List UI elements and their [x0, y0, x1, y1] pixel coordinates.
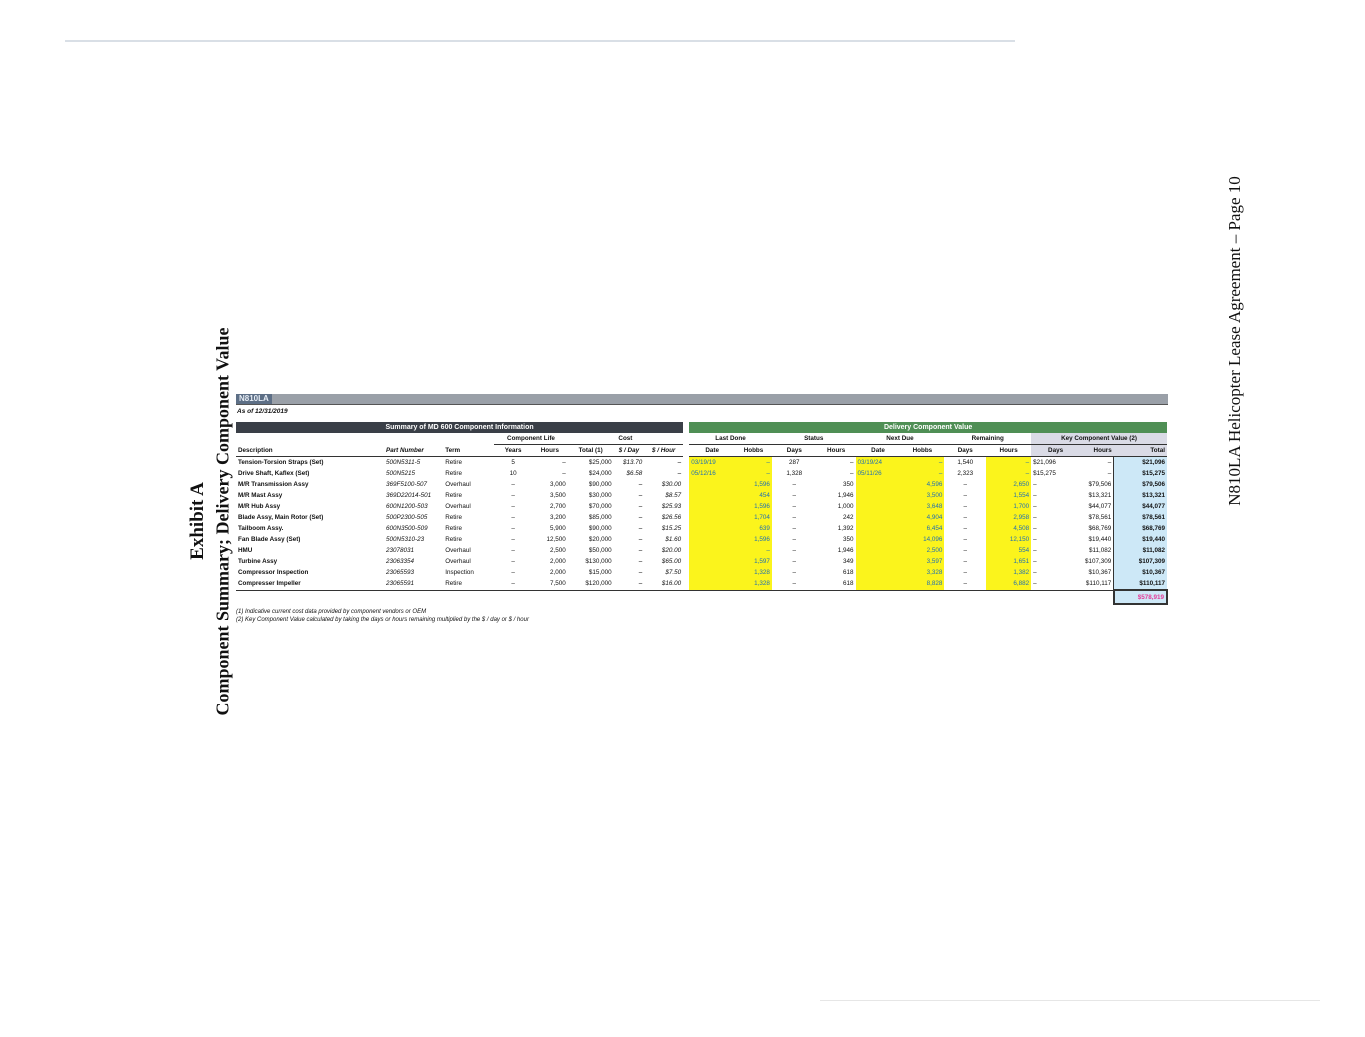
col-hours: Hours: [532, 445, 568, 457]
cell-remaining-hours: 1,382: [986, 567, 1031, 578]
cell-next-due-date: [856, 490, 901, 501]
col-per-hour: $ / Hour: [644, 445, 683, 457]
cell-part-number: 500P2300-505: [386, 514, 428, 521]
cell-cost-per-day: –: [638, 580, 643, 588]
cell-cost-per-hour: $25.93: [661, 503, 682, 510]
cell-term: Inspection: [445, 569, 474, 576]
col-remaining-days: Days: [944, 445, 986, 457]
exhibit-title: Exhibit A: [187, 482, 208, 560]
cell-status-days: –: [792, 514, 797, 521]
cell-part-number: 600N3500-509: [386, 525, 428, 532]
cell-years: –: [511, 525, 515, 532]
cell-next-due-date: [856, 523, 901, 534]
cell-key-total: $110,117: [1114, 578, 1167, 590]
cell-remaining-hours: 2,958: [986, 512, 1031, 523]
cell-last-done-hobbs: –: [735, 545, 772, 556]
cell-status-days: 1,328: [786, 470, 803, 477]
cell-status-hours: 1,392: [837, 525, 854, 532]
cell-key-days: –: [1033, 525, 1037, 532]
cell-last-done-date: [689, 479, 735, 490]
cell-description: Compresser Impeller: [238, 580, 301, 588]
cell-remaining-hours: 12,150: [986, 534, 1031, 545]
cell-next-due-date: [856, 501, 901, 512]
cell-status-hours: 350: [843, 536, 854, 543]
cell-total-cost: $90,000: [588, 525, 612, 532]
cell-remaining-hours: 2,650: [986, 479, 1031, 490]
cell-part-number: 369F5100-507: [386, 481, 427, 488]
col-key-hours: Hours: [1080, 445, 1114, 457]
col-total: Total (1): [568, 445, 614, 457]
cell-last-done-date: 03/19/19: [689, 457, 735, 469]
cell-last-done-hobbs: 639: [735, 523, 772, 534]
col-last-done-hobbs: Hobbs: [735, 445, 772, 457]
cell-status-hours: 1,946: [837, 492, 854, 499]
cell-next-due-date: [856, 556, 901, 567]
group-status: Status: [772, 433, 856, 445]
cell-term: Retire: [445, 525, 462, 532]
cell-term: Retire: [445, 536, 462, 543]
cell-total-cost: $70,000: [588, 503, 612, 510]
table-row: [236, 457, 1167, 469]
cell-status-days: –: [792, 536, 797, 543]
cell-next-due-hobbs: 6,454: [900, 523, 944, 534]
col-per-day: $ / Day: [614, 445, 645, 457]
cell-next-due-date: [856, 578, 901, 590]
cell-next-due-hobbs: 3,648: [900, 501, 944, 512]
cell-key-days: –: [1033, 492, 1037, 499]
cell-next-due-hobbs: 3,328: [900, 567, 944, 578]
cell-status-hours: –: [850, 459, 854, 466]
cell-key-hours: $10,367: [1088, 569, 1112, 576]
cell-cost-per-day: –: [638, 481, 643, 488]
cell-last-done-date: 05/12/16: [689, 468, 735, 479]
col-key-days: Days: [1031, 445, 1080, 457]
as-of-date: As of 12/31/2019: [237, 408, 288, 415]
cell-status-hours: –: [850, 470, 854, 477]
tail-number: N810LA: [236, 394, 272, 404]
cell-key-hours: $107,309: [1084, 558, 1112, 565]
cell-description: Fan Blade Assy (Set): [238, 536, 301, 543]
cell-cost-per-day: –: [638, 536, 643, 543]
cell-key-hours: –: [1107, 470, 1112, 477]
col-next-due-date: Date: [856, 445, 901, 457]
cell-cost-per-day: –: [638, 558, 643, 565]
col-status-days: Days: [772, 445, 817, 457]
cell-next-due-date: [856, 545, 901, 556]
tail-number-bar: [236, 394, 1168, 405]
column-header-row: [236, 445, 1167, 457]
cell-cost-per-hour: $26.56: [661, 514, 682, 521]
table-row: [236, 578, 1167, 590]
cell-description: Blade Assy, Main Rotor (Set): [238, 514, 324, 521]
cell-status-hours: 1,946: [837, 547, 854, 554]
cell-cost-per-day: –: [638, 569, 643, 576]
cell-years: 10: [509, 470, 517, 477]
cell-key-days: –: [1033, 547, 1037, 554]
cell-key-days: –: [1033, 569, 1037, 576]
cell-cost-per-hour: $8.57: [665, 492, 682, 499]
table-row: [236, 545, 1167, 556]
cell-remaining-hours: 1,554: [986, 490, 1031, 501]
cell-key-hours: $13,321: [1088, 492, 1112, 499]
cell-hours: 5,900: [549, 525, 566, 532]
cell-key-total: $19,440: [1114, 534, 1167, 545]
cell-years: –: [511, 481, 515, 488]
footnote-2: (2) Key Component Value calculated by taking the days or hours remaining multiplied by the $ / day or $ / hour: [236, 617, 529, 623]
cell-next-due-date: 03/19/24: [856, 457, 901, 469]
cell-part-number: 500N5310-23: [386, 536, 425, 543]
cell-remaining-days: –: [963, 580, 968, 588]
cell-part-number: 23065593: [386, 569, 415, 576]
cell-description: Tailboom Assy.: [238, 525, 284, 532]
grand-total: $578,919: [1114, 590, 1167, 604]
cell-key-hours: –: [1107, 459, 1112, 466]
table-row: [236, 534, 1167, 545]
cell-remaining-hours: –: [986, 468, 1031, 479]
cell-cost-per-hour: $20.00: [661, 547, 682, 554]
cell-key-hours: $11,082: [1088, 547, 1112, 554]
cell-next-due-date: [856, 512, 901, 523]
cell-key-total: $21,096: [1114, 457, 1167, 469]
cell-last-done-date: [689, 501, 735, 512]
cell-key-days: –: [1033, 580, 1037, 588]
cell-part-number: 500N5215: [386, 470, 416, 477]
cell-term: Retire: [445, 492, 462, 499]
cell-key-hours: $19,440: [1088, 536, 1112, 543]
col-description: Description: [236, 445, 384, 457]
cell-status-days: 287: [789, 459, 800, 466]
cell-status-hours: 618: [843, 569, 854, 576]
col-term: Term: [443, 445, 494, 457]
cell-key-total: $13,321: [1114, 490, 1167, 501]
cell-description: Drive Shaft, Kaflex (Set): [238, 470, 310, 477]
cell-cost-per-hour: $1.60: [665, 536, 682, 543]
cell-total-cost: $24,000: [588, 470, 612, 477]
cell-remaining-days: –: [963, 481, 968, 488]
cell-description: HMU: [238, 547, 253, 554]
cell-next-due-hobbs: 3,500: [900, 490, 944, 501]
cell-remaining-days: –: [963, 525, 968, 532]
cell-last-done-date: [689, 567, 735, 578]
cell-hours: 7,500: [549, 580, 566, 588]
col-status-hours: Hours: [817, 445, 856, 457]
cell-cost-per-hour: $7.50: [665, 569, 682, 576]
cell-cost-per-day: –: [638, 525, 643, 532]
cell-key-hours: $78,561: [1088, 514, 1112, 521]
cell-term: Overhaul: [445, 503, 471, 510]
cell-cost-per-day: –: [638, 503, 643, 510]
cell-key-days: $15,275: [1033, 470, 1056, 477]
cell-next-due-hobbs: 8,828: [900, 578, 944, 590]
col-remaining-hours: Hours: [986, 445, 1031, 457]
group-key-value: Key Component Value (2): [1031, 433, 1167, 445]
cell-last-done-date: [689, 490, 735, 501]
cell-last-done-hobbs: 1,597: [735, 556, 772, 567]
cell-last-done-date: [689, 512, 735, 523]
section-delivery-value: Delivery Component Value: [689, 422, 1167, 433]
cell-hours: 2,500: [549, 547, 566, 554]
cell-years: –: [511, 580, 515, 588]
cell-key-hours: $110,117: [1085, 580, 1112, 588]
cell-remaining-days: –: [963, 514, 968, 521]
cell-cost-per-day: –: [638, 547, 643, 554]
cell-last-done-date: [689, 556, 735, 567]
col-next-due-hobbs: Hobbs: [900, 445, 944, 457]
cell-last-done-hobbs: 1,328: [735, 567, 772, 578]
cell-remaining-days: 2,323: [957, 470, 974, 477]
cell-key-days: $21,096: [1033, 459, 1056, 466]
cell-remaining-days: –: [963, 569, 968, 576]
cell-remaining-days: –: [963, 558, 968, 565]
cell-hours: 2,000: [549, 558, 566, 565]
cell-term: Overhaul: [445, 547, 471, 554]
cell-remaining-days: –: [963, 503, 968, 510]
group-remaining: Remaining: [944, 433, 1031, 445]
cell-status-hours: 349: [843, 558, 854, 565]
table-row: [236, 512, 1167, 523]
cell-next-due-date: [856, 479, 901, 490]
cell-status-days: –: [792, 580, 797, 588]
cell-years: –: [511, 547, 515, 554]
cell-next-due-date: 05/11/26: [856, 468, 901, 479]
cell-part-number: 500N5311-5: [386, 459, 421, 466]
cell-part-number: 23065591: [386, 580, 415, 588]
cell-hours: 2,700: [549, 503, 566, 510]
cell-cost-per-day: $13.70: [622, 459, 643, 466]
cell-hours: 3,500: [549, 492, 566, 499]
cell-remaining-days: –: [963, 547, 968, 554]
cell-part-number: 23063354: [386, 558, 415, 565]
cell-status-hours: 618: [843, 580, 854, 588]
col-part-number: Part Number: [384, 445, 443, 457]
cell-status-days: –: [792, 525, 797, 532]
cell-key-total: $107,309: [1114, 556, 1167, 567]
group-next-due: Next Due: [856, 433, 945, 445]
cell-key-hours: $79,506: [1088, 481, 1112, 488]
cell-part-number: 23078031: [386, 547, 415, 554]
cell-remaining-days: –: [963, 536, 968, 543]
table-row: [236, 556, 1167, 567]
cell-hours: 3,000: [549, 481, 566, 488]
cell-years: –: [511, 558, 515, 565]
cell-description: M/R Transmission Assy: [238, 481, 309, 488]
cell-remaining-hours: 4,508: [986, 523, 1031, 534]
cell-last-done-hobbs: 1,596: [735, 534, 772, 545]
cell-status-days: –: [792, 558, 797, 565]
group-last-done: Last Done: [689, 433, 772, 445]
cell-term: Retire: [445, 470, 462, 477]
cell-next-due-hobbs: 2,500: [900, 545, 944, 556]
cell-last-done-date: [689, 545, 735, 556]
section-component-info: Summary of MD 600 Component Information: [236, 422, 683, 433]
cell-status-days: –: [792, 492, 797, 499]
cell-years: –: [511, 536, 515, 543]
table-row: [236, 501, 1167, 512]
cell-next-due-hobbs: 14,096: [900, 534, 944, 545]
cell-remaining-hours: 1,651: [986, 556, 1031, 567]
cell-total-cost: $130,000: [585, 558, 612, 565]
cell-years: –: [511, 503, 515, 510]
cell-cost-per-day: –: [638, 514, 643, 521]
cell-description: Compressor Inspection: [238, 569, 309, 576]
cell-remaining-hours: –: [986, 457, 1031, 469]
cell-years: –: [511, 514, 515, 521]
cell-total-cost: $90,000: [588, 481, 612, 488]
cell-key-total: $15,275: [1114, 468, 1167, 479]
col-years: Years: [494, 445, 532, 457]
cell-remaining-days: –: [963, 492, 968, 499]
cell-last-done-date: [689, 578, 735, 590]
table-row: [236, 523, 1167, 534]
table-row: [236, 490, 1167, 501]
cell-last-done-hobbs: –: [735, 457, 772, 469]
cell-key-total: $44,077: [1114, 501, 1167, 512]
page-reference: N810LA Helicopter Lease Agreement – Page 10: [1225, 176, 1244, 506]
cell-key-total: $11,082: [1114, 545, 1167, 556]
cell-part-number: 600N1200-503: [386, 503, 428, 510]
cell-hours: 3,200: [549, 514, 566, 521]
component-table: [236, 422, 1168, 605]
cell-cost-per-hour: $16.00: [661, 580, 682, 588]
cell-cost-per-day: –: [638, 492, 643, 499]
cell-term: Overhaul: [445, 558, 471, 565]
cell-years: –: [511, 492, 515, 499]
cell-key-hours: $68,769: [1088, 525, 1112, 532]
cell-key-hours: $44,077: [1088, 503, 1112, 510]
cell-last-done-hobbs: –: [735, 468, 772, 479]
cell-total-cost: $50,000: [588, 547, 612, 554]
cell-next-due-date: [856, 534, 901, 545]
cell-total-cost: $30,000: [588, 492, 612, 499]
cell-status-days: –: [792, 569, 797, 576]
exhibit-subtitle: Component Summary; Delivery Component Value: [212, 327, 233, 716]
cell-cost-per-hour: –: [677, 459, 682, 466]
cell-key-days: –: [1033, 514, 1037, 521]
cell-next-due-hobbs: –: [900, 468, 944, 479]
group-cost: Cost: [568, 433, 683, 445]
cell-last-done-hobbs: 454: [735, 490, 772, 501]
cell-total-cost: $25,000: [588, 459, 612, 466]
cell-years: –: [511, 569, 515, 576]
cell-last-done-hobbs: 1,596: [735, 479, 772, 490]
cell-next-due-hobbs: 3,597: [900, 556, 944, 567]
cell-description: M/R Hub Assy: [238, 503, 281, 510]
cell-key-days: –: [1033, 536, 1037, 543]
cell-description: Tension-Torsion Straps (Set): [238, 459, 324, 466]
cell-cost-per-day: $6.58: [626, 470, 643, 477]
cell-status-hours: 242: [843, 514, 854, 521]
cell-term: Overhaul: [445, 481, 471, 488]
cell-last-done-hobbs: 1,704: [735, 512, 772, 523]
cell-remaining-hours: 554: [986, 545, 1031, 556]
table-row: [236, 479, 1167, 490]
cell-status-days: –: [792, 503, 797, 510]
scan-artifact-top: [65, 40, 1015, 42]
group-component-life: Component Life: [494, 433, 567, 445]
col-key-total: Total: [1114, 445, 1167, 457]
cell-last-done-hobbs: 1,596: [735, 501, 772, 512]
cell-next-due-hobbs: 4,904: [900, 512, 944, 523]
component-summary-sheet: [236, 394, 1168, 624]
cell-part-number: 369D22014-501: [386, 492, 432, 499]
col-last-done-date: Date: [689, 445, 735, 457]
cell-last-done-date: [689, 534, 735, 545]
cell-next-due-date: [856, 567, 901, 578]
cell-cost-per-hour: $30.00: [661, 481, 682, 488]
footnote-1: (1) Indicative current cost data provided by component vendors or OEM: [236, 609, 427, 615]
cell-next-due-hobbs: 4,596: [900, 479, 944, 490]
table-row: [236, 567, 1167, 578]
cell-term: Retire: [445, 514, 462, 521]
cell-hours: –: [562, 470, 566, 477]
cell-status-hours: 350: [843, 481, 854, 488]
cell-hours: –: [562, 459, 566, 466]
cell-term: Retire: [445, 459, 462, 466]
cell-key-days: –: [1033, 503, 1037, 510]
cell-key-total: $78,561: [1114, 512, 1167, 523]
cell-key-total: $10,367: [1114, 567, 1167, 578]
cell-last-done-hobbs: 1,328: [735, 578, 772, 590]
cell-description: M/R Mast Assy: [238, 492, 283, 499]
cell-key-days: –: [1033, 558, 1037, 565]
cell-remaining-days: 1,540: [957, 459, 974, 466]
cell-cost-per-hour: –: [677, 470, 682, 477]
cell-total-cost: $15,000: [588, 569, 612, 576]
cell-key-total: $68,769: [1114, 523, 1167, 534]
cell-status-days: –: [792, 547, 797, 554]
cell-cost-per-hour: $15.25: [661, 525, 682, 532]
cell-hours: 2,000: [549, 569, 566, 576]
cell-remaining-hours: 6,882: [986, 578, 1031, 590]
cell-total-cost: $20,000: [588, 536, 612, 543]
cell-remaining-hours: 1,700: [986, 501, 1031, 512]
scan-artifact-bottom: [820, 1000, 1320, 1001]
cell-term: Retire: [445, 580, 462, 588]
cell-total-cost: $120,000: [585, 580, 612, 588]
cell-status-hours: 1,000: [837, 503, 854, 510]
cell-last-done-date: [689, 523, 735, 534]
cell-hours: 12,500: [546, 536, 566, 543]
cell-next-due-hobbs: –: [900, 457, 944, 469]
cell-key-total: $79,506: [1114, 479, 1167, 490]
table-row: [236, 468, 1167, 479]
cell-cost-per-hour: $65.00: [661, 558, 682, 565]
cell-status-days: –: [792, 481, 797, 488]
footnotes: [236, 608, 1168, 624]
cell-description: Turbine Assy: [238, 558, 278, 565]
cell-key-days: –: [1033, 481, 1037, 488]
cell-total-cost: $85,000: [588, 514, 612, 521]
cell-years: 5: [511, 459, 515, 466]
